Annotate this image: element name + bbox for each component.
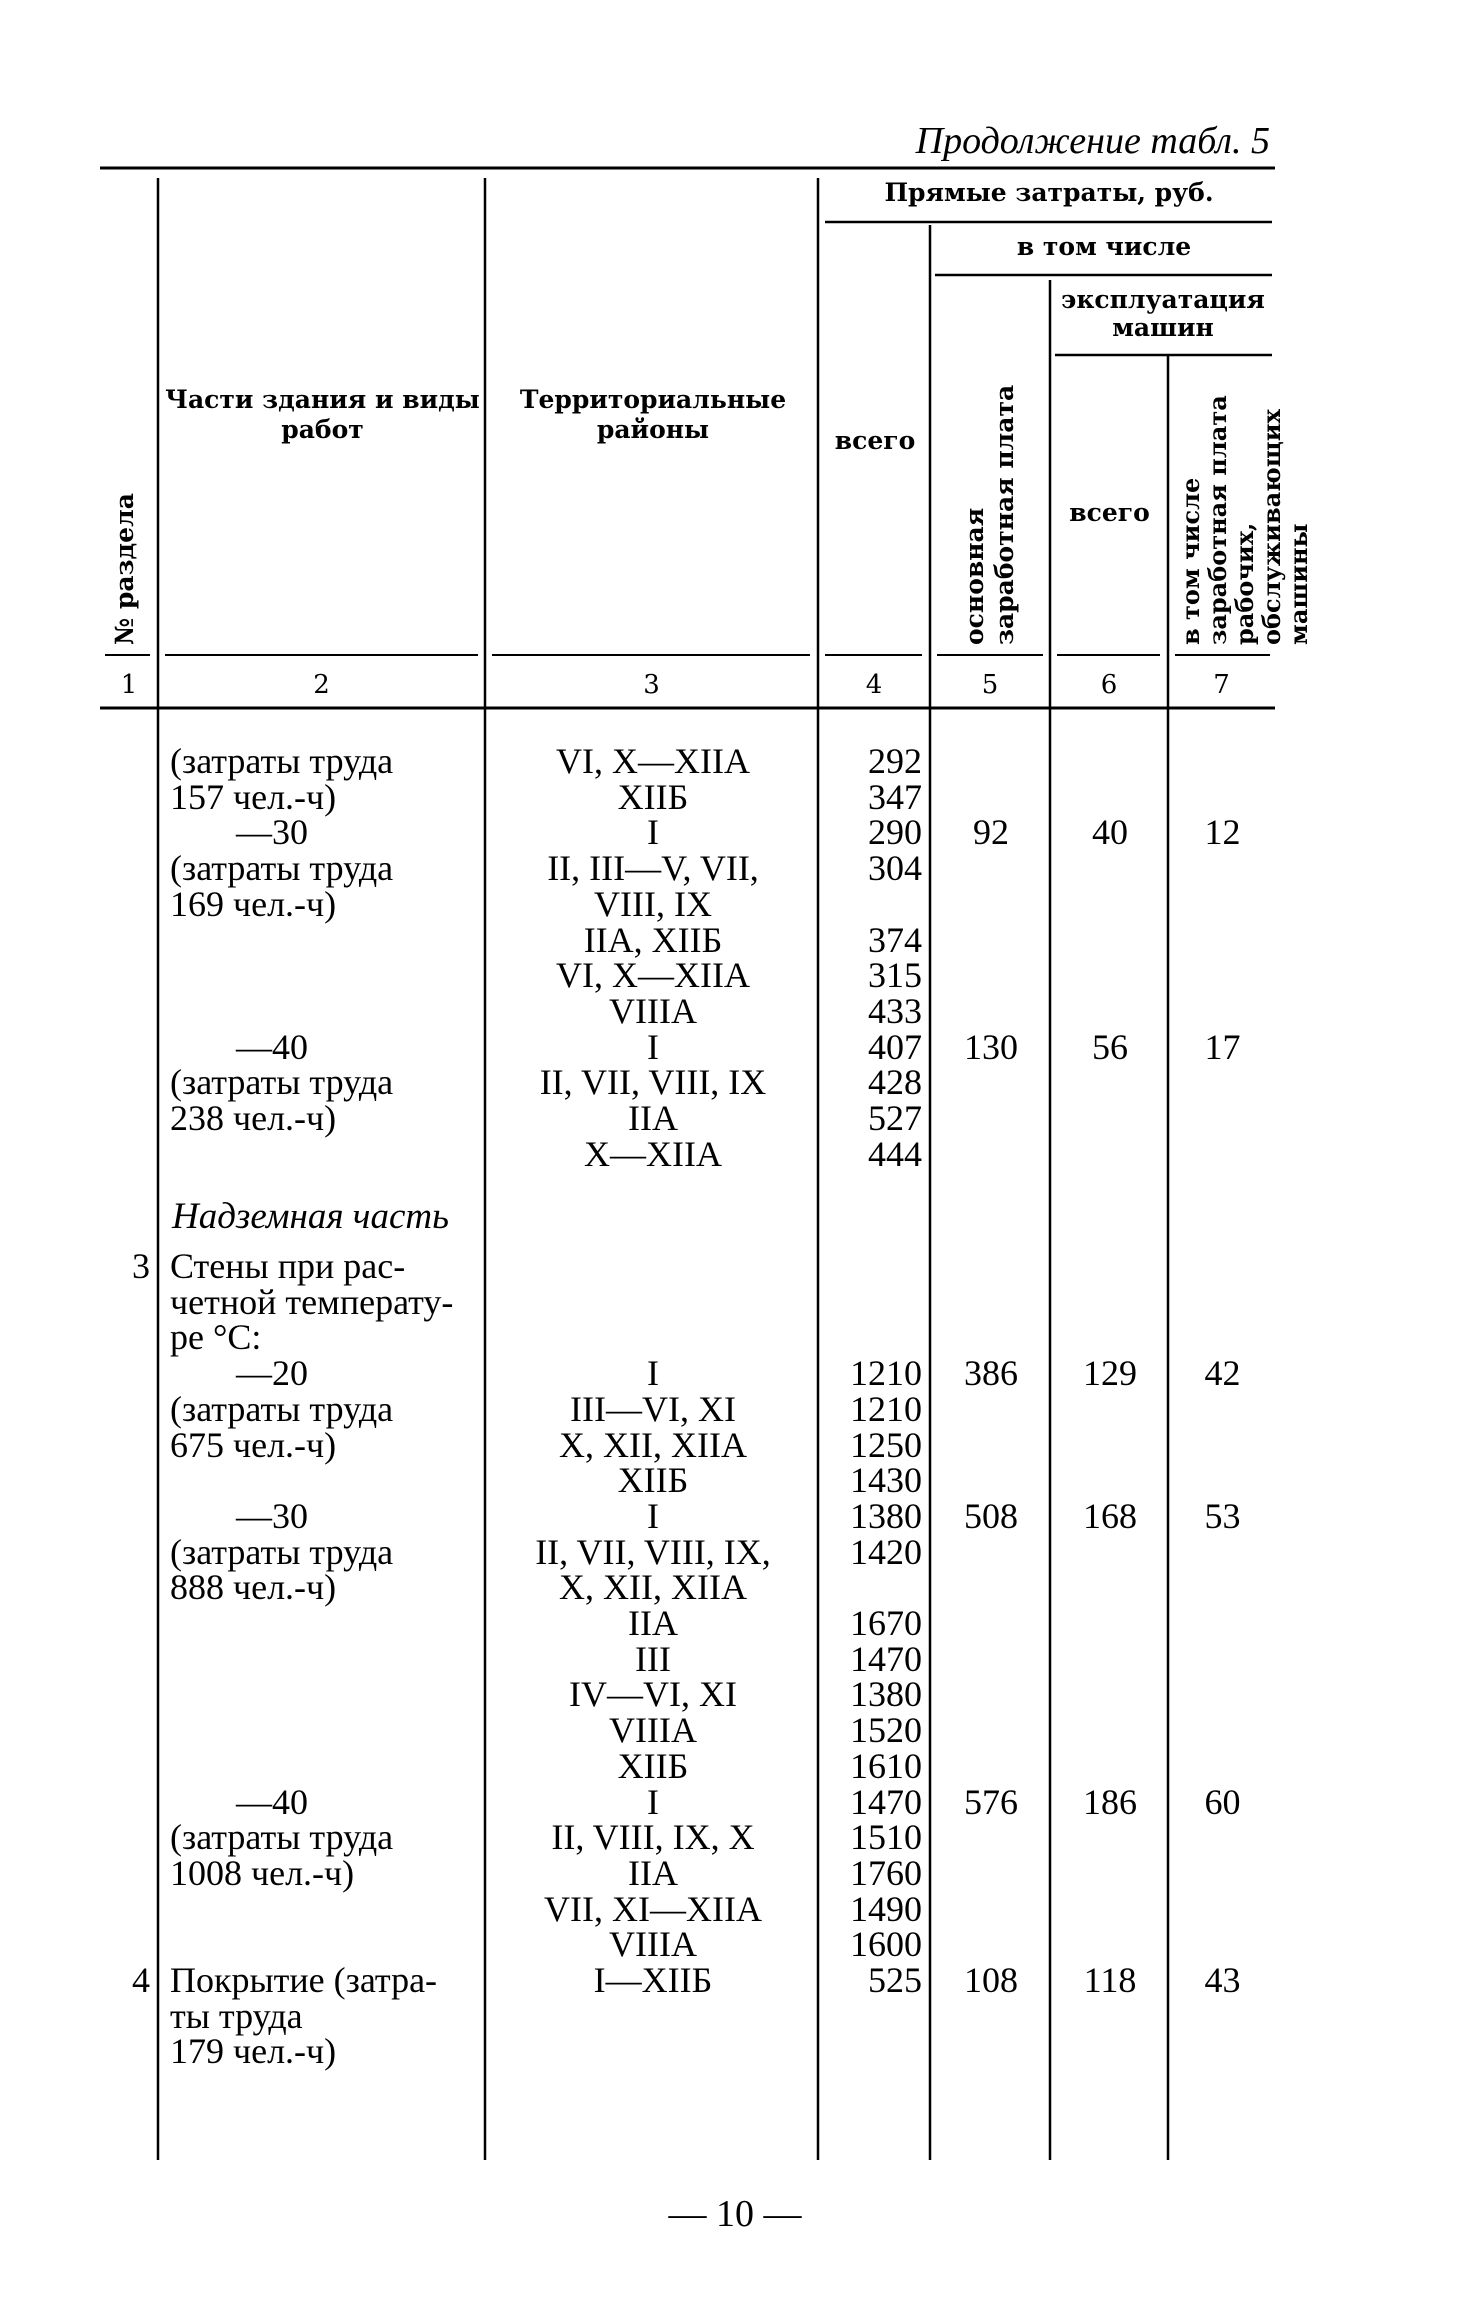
cell-c3: IIA, XIIБ <box>583 919 723 960</box>
cell-c3: II, III—V, VII, <box>547 848 759 889</box>
cell-c2: ре °С: <box>170 1317 262 1358</box>
cell-c2: (затраты труда <box>170 1388 394 1429</box>
col-number: 3 <box>643 670 660 700</box>
col-number: 2 <box>313 670 330 700</box>
cell-c2: 157 чел.-ч) <box>170 776 337 817</box>
cell-c4: 407 <box>868 1026 922 1067</box>
cell-c4: 1470 <box>850 1781 922 1822</box>
header-direct-costs: Прямые затраты, руб. <box>884 178 1214 207</box>
cell-c2: 888 чел.-ч) <box>170 1567 337 1608</box>
cell-c2: 179 чел.-ч) <box>170 2031 337 2072</box>
cell-c5: 576 <box>964 1781 1018 1822</box>
cell-c4: 1430 <box>850 1460 922 1501</box>
cell-c2: 675 чел.-ч) <box>170 1424 337 1465</box>
cell-c3: III—VI, XI <box>570 1388 736 1429</box>
cell-c3: III <box>635 1638 671 1679</box>
cell-c4: 292 <box>868 741 922 781</box>
header-machines: эксплуатация машин <box>1061 285 1265 342</box>
cell-c2: (затраты труда <box>170 1062 394 1103</box>
cell-c2: четной температу- <box>170 1281 454 1322</box>
cell-c3: I <box>647 1026 659 1067</box>
cell-c6: 129 <box>1083 1353 1137 1394</box>
header-col4: всего <box>834 426 916 455</box>
col-number: 6 <box>1100 670 1118 700</box>
cell-c3: X, XII, XIIA <box>559 1424 747 1465</box>
cell-c3: XIIБ <box>617 1745 689 1786</box>
cell-c6: 118 <box>1083 1960 1137 2000</box>
cell-c4: 1760 <box>850 1852 922 1893</box>
cell-c4: 1380 <box>850 1674 922 1715</box>
cell-c5: 108 <box>964 1960 1018 2000</box>
cell-c4: 1520 <box>850 1710 922 1751</box>
cell-c3: VI, X—XIIA <box>556 955 750 996</box>
cell-c6: 40 <box>1092 812 1128 853</box>
cell-c2: ты труда <box>170 1995 303 2036</box>
cell-c3: X—XIIA <box>584 1133 722 1174</box>
cell-c2: —20 <box>236 1353 308 1394</box>
cell-c7: 53 <box>1204 1495 1241 1536</box>
cell-c4: 1250 <box>850 1424 922 1465</box>
cell-c5: 92 <box>973 812 1009 853</box>
cell-c7: 42 <box>1204 1353 1241 1394</box>
cell-c4: 315 <box>868 955 922 996</box>
cell-c2: 1008 чел.-ч) <box>170 1852 355 1893</box>
header-col5: основная заработная плата <box>960 384 1019 645</box>
header-including: в том числе <box>1016 232 1192 261</box>
col-number: 5 <box>981 670 999 700</box>
header-col1: № раздела <box>110 493 139 645</box>
continuation-title: Продолжение табл. 5 <box>915 120 1270 162</box>
cell-c7: 12 <box>1204 812 1241 853</box>
cell-c4: 304 <box>868 848 922 889</box>
cell-c2: Покрытие (затра- <box>170 1960 438 2000</box>
cell-c3: X, XII, XIIA <box>559 1567 747 1608</box>
cell-c3: XIIБ <box>617 1460 689 1501</box>
cell-c2: (затраты труда <box>170 741 394 781</box>
cell-c3: IV—VI, XI <box>569 1674 737 1715</box>
cell-c4: 1600 <box>850 1924 922 1965</box>
cell-c3: II, VIII, IX, X <box>551 1817 755 1858</box>
header-col7: в том числе заработная плата рабочих, обслуживающих машины <box>1176 395 1313 645</box>
cell-c3: I <box>647 1495 659 1536</box>
cell-c4: 1210 <box>850 1388 922 1429</box>
page-number: — 10 — <box>668 2193 802 2235</box>
cell-c2: —40 <box>236 1781 308 1822</box>
cell-c3: IIA <box>628 1852 678 1893</box>
cell-c3: I—XIIБ <box>593 1960 713 2000</box>
cell-c3: IIA <box>628 1603 678 1643</box>
cell-c3: VIII, IX <box>594 883 712 924</box>
cell-c3: II, VII, VIII, IX <box>539 1062 767 1103</box>
header-col6: всего <box>1069 498 1150 527</box>
cell-c1: 3 <box>132 1246 150 1286</box>
cell-c4: 374 <box>868 919 922 960</box>
cell-c2: 169 чел.-ч) <box>170 883 337 924</box>
col-number: 1 <box>120 670 138 700</box>
cell-c2: (затраты труда <box>170 848 394 889</box>
cell-c2: 238 чел.-ч) <box>170 1098 337 1138</box>
cell-c4: 1380 <box>850 1495 922 1536</box>
cell-c4: 428 <box>868 1062 922 1103</box>
cell-c4: 1210 <box>850 1353 922 1394</box>
cell-c3: I <box>647 1353 659 1394</box>
cell-c1: 4 <box>132 1960 150 2000</box>
cell-c6: 168 <box>1083 1495 1137 1536</box>
cell-c2: (затраты труда <box>170 1817 394 1858</box>
cell-c3: XIIБ <box>617 776 689 817</box>
cell-c5: 508 <box>964 1495 1018 1536</box>
cell-c4: 433 <box>868 990 922 1031</box>
cell-c3: II, VII, VIII, IX, <box>535 1531 771 1572</box>
header-col2: Части здания и виды работ <box>165 385 480 444</box>
cell-c4: 1490 <box>850 1888 922 1929</box>
cell-c4: 444 <box>868 1133 922 1174</box>
cell-c3: VI, X—XIIA <box>556 741 750 781</box>
cell-c4: 1670 <box>850 1603 922 1643</box>
cell-c7: 60 <box>1204 1781 1241 1822</box>
cell-c4: 1420 <box>850 1531 922 1572</box>
cell-c3: I <box>647 812 659 853</box>
cell-c7: 43 <box>1204 1960 1241 2000</box>
cell-c5: 386 <box>964 1353 1018 1394</box>
cell-c4: 1610 <box>850 1745 922 1786</box>
cell-c7: 17 <box>1204 1026 1241 1067</box>
cell-c4: 1510 <box>850 1817 922 1858</box>
cell-c3: IIA <box>628 1098 678 1138</box>
col-number: 7 <box>1213 670 1230 700</box>
cell-c2: —30 <box>236 1495 308 1536</box>
cell-c5: 130 <box>964 1026 1018 1067</box>
cell-c4: 347 <box>868 776 922 817</box>
cell-c4: 290 <box>868 812 922 853</box>
header-col3: Территориальные районы <box>519 385 787 444</box>
cell-c3: VII, XI—XIIA <box>544 1888 762 1929</box>
cell-c3: VIIIA <box>609 1710 697 1751</box>
cell-c2: (затраты труда <box>170 1531 394 1572</box>
col-number: 4 <box>865 670 883 700</box>
cell-c4: 527 <box>868 1098 922 1138</box>
cell-c6: 56 <box>1092 1026 1128 1067</box>
cell-c2: Стены при рас- <box>170 1246 406 1286</box>
cell-c6: 186 <box>1083 1781 1137 1822</box>
cell-c4: 1470 <box>850 1638 922 1679</box>
cell-c3: I <box>647 1781 659 1822</box>
cell-c4: 525 <box>868 1960 922 2000</box>
cell-c3: VIIIA <box>609 990 697 1031</box>
section-heading: Надземная часть <box>172 1196 449 1237</box>
cell-c2: —30 <box>236 812 308 853</box>
cell-c3: VIIIA <box>609 1924 697 1965</box>
cell-c2: —40 <box>236 1026 308 1067</box>
